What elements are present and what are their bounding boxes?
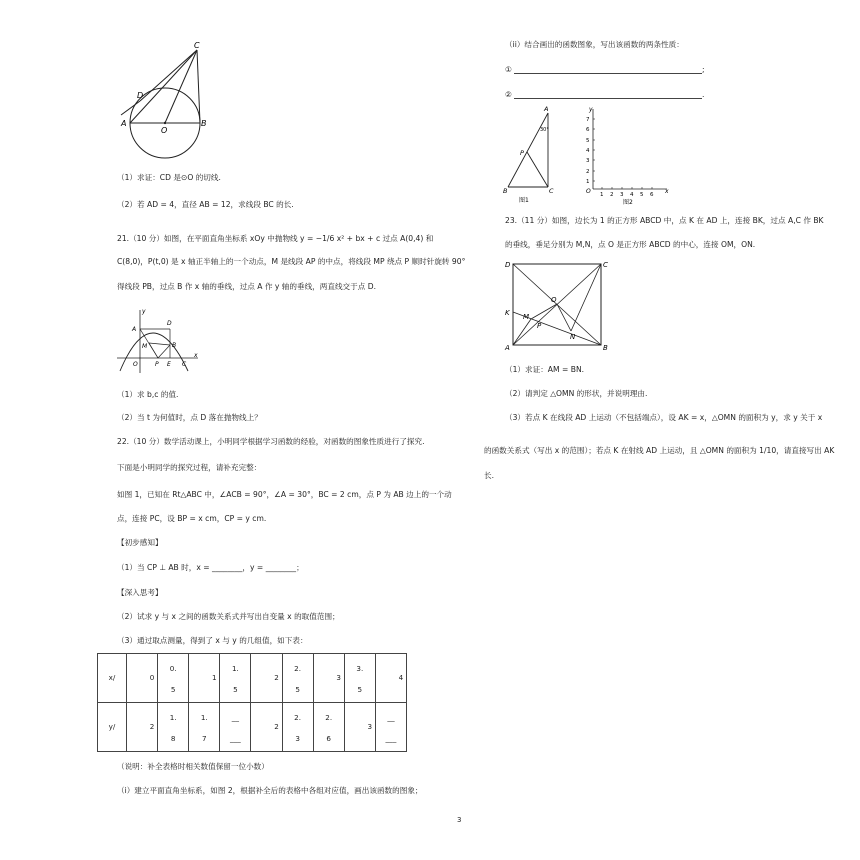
table-row-y [98, 703, 407, 752]
table-cell: 2. 3 [282, 703, 313, 752]
origin-label: O [586, 188, 591, 195]
axis-label-y: y [142, 308, 146, 315]
figure-2-caption: 图2 [623, 199, 633, 206]
fig-label-a: A [505, 344, 510, 352]
fig-label-p: P [520, 149, 524, 157]
table-cell: 3 [313, 654, 344, 703]
x-tick: 5 [640, 192, 644, 198]
fig-label-o: O [551, 296, 557, 304]
parabola-figure [112, 305, 202, 375]
q21-line2: C(8,0)，P(t,0) 是 x 轴正半轴上的一个动点，M 是线段 AP 的中点，将线段 MP 绕点 P 顺时针旋转 90° [117, 257, 466, 266]
xy-value-table [97, 653, 407, 752]
q23-part2: （2）请判定 △OMN 的形状，并说明理由. [505, 389, 648, 398]
q20-part1: （1）求证：CD 是⊙O 的切线. [117, 173, 221, 182]
table-cell: 2 [127, 703, 158, 752]
fig-label-k: K [505, 309, 510, 317]
fig-label-d: D [137, 91, 144, 100]
fig-label-p: P [537, 322, 542, 330]
q21-part1: （1）求 b,c 的值. [117, 390, 179, 399]
circle-tangent-figure [118, 40, 238, 160]
q21-line1: 21.（10 分）如图，在平面直角坐标系 xOy 中抛物线 y = −1/6 x² + bx + c 过点 A(0,4) 和 [117, 234, 434, 243]
table-cell: 2 [251, 654, 282, 703]
q20-part2: （2）若 AD = 4，直径 AB = 12，求线段 BC 的长. [117, 200, 294, 209]
q22-part1: （1）当 CP ⊥ AB 时，x = ________，y = ________； [117, 563, 304, 572]
fig-label-m: M [142, 343, 148, 350]
fig-label-c: C [194, 41, 200, 50]
triangle-figure-1 [500, 105, 560, 205]
table-cell: 1. 5 [220, 654, 251, 703]
fig-label-d: D [167, 320, 172, 327]
q23-line2: 的垂线，垂足分别为 M,N，点 O 是正方形 ABCD 的中心，连接 OM，ON. [505, 240, 756, 249]
fig-label-d: D [505, 261, 511, 269]
q22-part3-ii: （ii）结合画出的函数图象，写出该函数的两条性质： [505, 40, 684, 49]
y-tick: 6 [586, 127, 590, 133]
x-tick: 3 [620, 192, 624, 198]
fig-label-b: B [603, 344, 608, 352]
fig-label-b: B [172, 342, 177, 349]
x-tick: 4 [630, 192, 634, 198]
q22-heading-initial: 【初步感知】 [117, 538, 163, 547]
q22-line2: 下面是小明同学的探究过程，请补充完整： [117, 463, 262, 472]
y-tick: 3 [586, 158, 590, 164]
x-tick: 1 [600, 192, 604, 198]
axis-label-x: x [194, 352, 198, 359]
answer-blank-1-end: ; [702, 65, 705, 74]
table-cell: 1 [189, 654, 220, 703]
x-tick: 2 [610, 192, 614, 198]
table-cell: 3. 5 [344, 654, 375, 703]
q22-part2: （2）试求 y 与 x 之间的函数关系式并写出自变量 x 的取值范围； [117, 612, 340, 621]
answer-blank-2[interactable] [514, 98, 702, 99]
coordinate-grid-figure-2 [583, 105, 673, 205]
y-tick: 7 [586, 117, 590, 123]
q22-line4: 点，连接 PC，设 BP = x cm，CP = y cm. [117, 514, 267, 523]
y-tick: 1 [586, 179, 590, 185]
table-cell: 3 [344, 703, 375, 752]
fig-label-b: B [201, 119, 207, 128]
table-cell: 1. 7 [189, 703, 220, 752]
fig-label-m: M [523, 313, 530, 321]
q23-part3-line3: 长. [484, 471, 495, 480]
answer-blank-1[interactable] [514, 73, 702, 74]
q23-part3-line2: 的函数关系式（写出 x 的范围）；若点 K 在射线 AD 上运动，且 △OMN 的面积为 1/10，请直接写出 AK [484, 446, 835, 455]
fig-label-e: E [167, 361, 171, 368]
axis-label-x: x [665, 188, 669, 195]
x-tick: 6 [650, 192, 654, 198]
fig-label-o: O [133, 361, 138, 368]
table-cell: 2. 5 [282, 654, 313, 703]
fig-label-p: P [155, 361, 159, 368]
fig-label-o: O [161, 126, 168, 135]
q22-part3: （3）通过取点测量，得到了 x 与 y 的几组值，如下表： [117, 636, 308, 645]
answer-blank-2-number: ② [505, 90, 512, 99]
q23-part1: （1）求证：AM = BN. [505, 365, 585, 374]
answer-blank-1-number: ① [505, 65, 512, 74]
table-header-x: x/ [98, 654, 127, 703]
q21-line3: 得线段 PB，过点 B 作 x 轴的垂线，过点 A 作 y 轴的垂线，两直线交于点 D. [117, 282, 377, 291]
square-figure [504, 258, 614, 354]
q23-part3-line1: （3）若点 K 在线段 AD 上运动（不包括端点），设 AK = x，△OMN 的面积为 y，求 y 关于 x [505, 413, 823, 422]
q22-line1: 22.（10 分）数学活动课上，小明同学根据学习函数的经验，对函数的图象性质进行了探究. [117, 437, 425, 446]
y-tick: 2 [586, 169, 590, 175]
table-cell: 2 [251, 703, 282, 752]
fig-label-a: A [544, 105, 549, 113]
fig-label-n: N [570, 333, 576, 341]
fig-label-c: C [549, 187, 554, 195]
fig-label-c: C [603, 261, 608, 269]
table-row-x [98, 654, 407, 703]
fig-label-b: B [503, 187, 508, 195]
table-cell: __ ___ [220, 703, 251, 752]
axis-label-y: y [589, 106, 593, 113]
table-cell: 4 [375, 654, 406, 703]
figure-1-caption: 图1 [519, 197, 529, 204]
fig-label-a: A [121, 119, 127, 128]
q22-part3-i: （i）建立平面直角坐标系，如图 2，根据补全后的表格中各组对应值，画出该函数的图象； [117, 786, 423, 795]
table-cell: 0. 5 [158, 654, 189, 703]
table-cell: 0 [127, 654, 158, 703]
y-tick: 5 [586, 138, 590, 144]
q23-line1: 23.（11 分）如图，边长为 1 的正方形 ABCD 中，点 K 在 AD 上，连接 BK，过点 A,C 作 BK [505, 216, 824, 225]
q21-part2: （2）当 t 为何值时，点 D 落在抛物线上？ [117, 413, 262, 422]
table-header-y: y/ [98, 703, 127, 752]
answer-blank-2-end: . [702, 90, 705, 99]
fig-label-c: C [182, 361, 187, 368]
page-number: 3 [457, 816, 462, 824]
table-cell: 1. 8 [158, 703, 189, 752]
y-tick: 4 [586, 148, 590, 154]
q22-line3: 如图 1，已知在 Rt△ABC 中，∠ACB = 90°，∠A = 30°，BC = 2 cm，点 P 为 AB 边上的一个动 [117, 490, 452, 499]
angle-label: 30° [540, 127, 549, 133]
table-cell: 2. 6 [313, 703, 344, 752]
table-cell: __ ___ [375, 703, 406, 752]
q22-heading-deep: 【深入思考】 [117, 588, 163, 597]
q22-note: （说明：补全表格时相关数值保留一位小数） [117, 762, 269, 771]
fig-label-a: A [132, 326, 137, 333]
